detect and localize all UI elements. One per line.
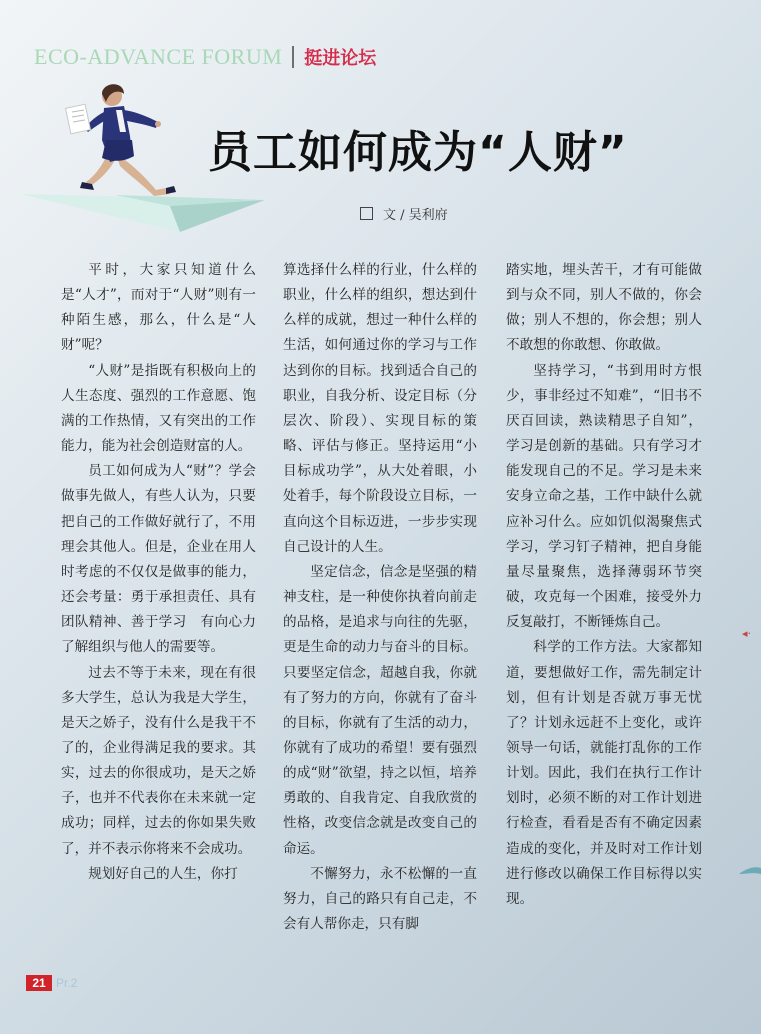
article-column-2 xyxy=(283,258,477,937)
article-title: 员工如何成为“人财” xyxy=(208,127,628,178)
magazine-header xyxy=(34,42,376,72)
paragraph: 过去不等于未来，现在有很多大学生，总认为我是大学生，是天之娇子，没有什么是我干不了的，企业得满足我的要求。其实，过去的你很成功，是天之娇子，也并不代表你在未来就一定成功；同样，过去的你如果失败了，并不表示你将来不会成功。 xyxy=(61,664,256,857)
paragraph: 规划好自己的人生，你打 xyxy=(88,865,238,882)
paragraph-continued: 算选择什么样的行业，什么样的职业，什么样的组织，想达到什么样的成就，想过一种什么样的生活，如何通过你的学习与工作达到你的目标。找到适合自己的职业，自我分析、设定目标（分层次、阶段）、实现目标的策略、评估与修正。坚持运用“小目标成功学”，从大处着眼，小处着手，每个阶段设立目标，一直向这个目标迈进，一步步实现自己设计的人生。 xyxy=(283,262,477,555)
paragraph: 科学的工作方法。大家都知道，要想做好工作，需先制定计划，但有计划是否就万事无忧了？计划永远赶不上变化，或许领导一句话，就能打乱你的工作计划。因此，我们在执行工作计划时，必须不断的对工作计划进行检查，看看是否有不确定因素造成的变化，并及时对工作计划进行修改以确保工作目标得以实现。 xyxy=(506,639,702,907)
paragraph: 员工如何成为人“财”？学会做事先做人，有些人认为，只要把自己的工作做好就行了，不用理会其他人。但是，企业在用人时考虑的不仅仅是做事的能力，还会考量：勇于承担责任、具有团队精神、善于学习 有向心力 了解组织与他人的需要等。 xyxy=(61,463,270,656)
byline-box-icon xyxy=(360,207,373,220)
issue-label: Pr.2 xyxy=(56,976,78,990)
swoosh-decoration-icon xyxy=(739,866,761,878)
paragraph: 不懈努力，永不松懈的一直努力，自己的路只有自己走，不会有人帮你走，只有脚 xyxy=(283,865,477,933)
author-credit: 文 / 吴利府 xyxy=(383,207,448,223)
article-column-1 xyxy=(61,258,270,887)
forum-name-chinese: 挺进论坛 xyxy=(304,48,377,69)
page-number: 21 xyxy=(26,975,52,991)
header-divider xyxy=(292,46,294,68)
arrow-left-icon: ◂· xyxy=(741,627,751,640)
paragraph: 平时，大家只知道什么是“人才”，而对于“人财”则有一种陌生感，那么，什么是“人财”呢？ xyxy=(61,262,256,354)
article-column-3 xyxy=(506,258,702,912)
paragraph: 坚定信念，信念是坚强的精神支柱，是一种使你执着向前走的品格，是追求与向往的先驱，更是生命的动力与奋斗的目标。只要坚定信念，超越自我，你就有了努力的方向，你就有了奋斗的目标，你就有了生活的动力，你就有了成功的希望！要有强烈的成“财”欲望，持之以恒，培养勇敢的、自我肯定、自我欣赏的性格，改变信念就是改变自己的命运。 xyxy=(283,563,477,857)
forum-name-english: ECO-ADVANCE FORUM xyxy=(34,44,283,69)
paragraph: 坚持学习，“书到用时方恨少，事非经过不知难”，“旧书不厌百回读，熟读精思子自知”，学习是创新的基础。只有学习才能发现自己的不足。学习是未来安身立命之基，工作中缺什么就应补习什么。应如饥似渴聚焦式学习，学习钉子精神，把自身能量尽量聚焦，选择薄弱环节突破，攻克每一个困难，接受外力反复敲打，不断锤炼自己。 xyxy=(506,362,702,631)
byline xyxy=(360,204,448,222)
paragraph: “人财”是指既有积极向上的人生态度、强烈的工作意愿、饱满的工作热情，又有突出的工作能力，能为社会创造财富的人。 xyxy=(61,362,256,455)
paragraph-continued: 踏实地，埋头苦干，才有可能做到与众不同，别人不做的，你会做；别人不想的，你会想；别人不敢想的你敢想、你敢做。 xyxy=(506,262,702,354)
